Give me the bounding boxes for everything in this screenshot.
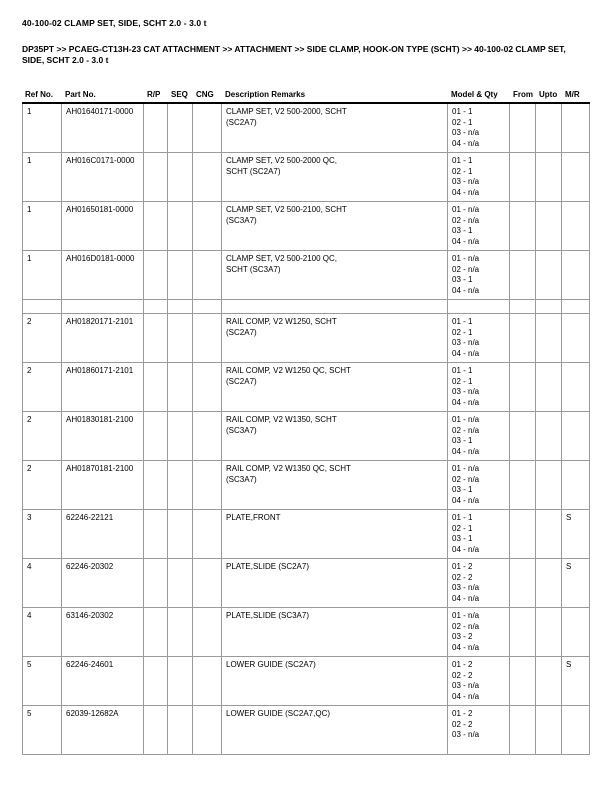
- cell-cng: [193, 559, 222, 607]
- cell-seq: [168, 412, 193, 460]
- cell-mr: S: [562, 510, 590, 558]
- table-row: [22, 363, 590, 412]
- cell-cng: [193, 412, 222, 460]
- cell-line: 01 - 2: [452, 660, 473, 669]
- cell-part-no: 63146-20302: [62, 608, 144, 656]
- cell-model-qty: [448, 314, 510, 362]
- cell-ref-no: 1: [22, 251, 62, 299]
- cell-cng: [193, 104, 222, 152]
- cell-seq: [168, 314, 193, 362]
- cell-line: 03 - 2: [452, 632, 473, 641]
- cell-mr: [562, 251, 590, 299]
- column-header-upto: Upto: [539, 90, 558, 99]
- cell-ref-no: 1: [22, 104, 62, 152]
- cell-from: [510, 657, 536, 705]
- cell-description: [222, 412, 448, 460]
- cell-ref-no: 1: [22, 153, 62, 201]
- cell-line: 02 - 1: [452, 327, 473, 337]
- cell-mr: [562, 608, 590, 656]
- cell-line: 04 - n/a: [452, 593, 480, 603]
- table-header-row: [22, 90, 590, 104]
- cell-rp: [144, 510, 168, 558]
- cell-line: 04 - n/a: [452, 285, 480, 295]
- cell-model-qty: [448, 510, 510, 558]
- cell-upto: [536, 461, 562, 509]
- cell-line: (SC3A7): [226, 474, 257, 484]
- cell-line: 01 - 1: [452, 513, 473, 522]
- cell-from: [510, 608, 536, 656]
- column-header-seq: SEQ: [171, 90, 188, 99]
- cell-rp: [144, 657, 168, 705]
- cell-line: PLATE,FRONT: [226, 513, 281, 522]
- cell-from: [510, 461, 536, 509]
- cell-line: RAIL COMP, V2 W1250, SCHT: [226, 317, 337, 326]
- table-row: [22, 608, 590, 657]
- cell-seq: [168, 559, 193, 607]
- cell-upto: [536, 300, 562, 313]
- cell-mr: [562, 314, 590, 362]
- cell-mr: [562, 412, 590, 460]
- cell-rp: [144, 104, 168, 152]
- cell-mr: [562, 706, 590, 754]
- cell-model-qty: [448, 202, 510, 250]
- cell-description: [222, 300, 448, 313]
- cell-mr: S: [562, 559, 590, 607]
- cell-rp: [144, 412, 168, 460]
- column-header-mr: M/R: [565, 90, 580, 99]
- column-header-rp: R/P: [147, 90, 161, 99]
- cell-line: (SC2A7): [226, 117, 257, 127]
- cell-model-qty: [448, 559, 510, 607]
- cell-line: 03 - n/a: [452, 681, 480, 690]
- cell-rp: [144, 251, 168, 299]
- cell-from: [510, 363, 536, 411]
- cell-line: (SC2A7): [226, 376, 257, 386]
- cell-description: [222, 251, 448, 299]
- cell-model-qty: [448, 706, 510, 754]
- cell-cng: [193, 706, 222, 754]
- cell-line: 04 - n/a: [452, 187, 480, 197]
- cell-rp: [144, 461, 168, 509]
- cell-upto: [536, 363, 562, 411]
- cell-upto: [536, 608, 562, 656]
- cell-upto: [536, 657, 562, 705]
- column-header-part-no: Part No.: [65, 90, 96, 99]
- cell-ref-no: 5: [22, 657, 62, 705]
- cell-ref-no: 3: [22, 510, 62, 558]
- cell-cng: [193, 314, 222, 362]
- cell-upto: [536, 153, 562, 201]
- cell-line: 02 - 2: [452, 670, 473, 680]
- cell-rp: [144, 608, 168, 656]
- cell-model-qty: [448, 412, 510, 460]
- table-row: [22, 412, 590, 461]
- cell-line: 01 - 1: [452, 366, 473, 375]
- cell-seq: [168, 251, 193, 299]
- cell-ref-no: 1: [22, 202, 62, 250]
- cell-line: 03 - 1: [452, 534, 473, 543]
- cell-seq: [168, 363, 193, 411]
- cell-upto: [536, 706, 562, 754]
- table-row: [22, 706, 590, 755]
- cell-cng: [193, 300, 222, 313]
- cell-ref-no: 4: [22, 608, 62, 656]
- cell-upto: [536, 202, 562, 250]
- cell-line: RAIL COMP, V2 W1250 QC, SCHT: [226, 366, 351, 375]
- cell-line: 03 - n/a: [452, 338, 480, 347]
- cell-line: 01 - 1: [452, 317, 473, 326]
- cell-rp: [144, 706, 168, 754]
- cell-line: SCHT (SC2A7): [226, 166, 281, 176]
- cell-line: 01 - n/a: [452, 254, 480, 263]
- cell-part-no: AH01820171-2101: [62, 314, 144, 362]
- cell-line: 03 - 1: [452, 485, 473, 494]
- cell-seq: [168, 300, 193, 313]
- cell-line: 02 - n/a: [452, 474, 480, 484]
- cell-line: 02 - n/a: [452, 264, 480, 274]
- parts-table: [22, 90, 590, 755]
- cell-line: CLAMP SET, V2 500-2100, SCHT: [226, 205, 347, 214]
- cell-description: [222, 104, 448, 152]
- cell-line: 01 - 2: [452, 709, 473, 718]
- cell-mr: S: [562, 657, 590, 705]
- cell-upto: [536, 510, 562, 558]
- cell-from: [510, 314, 536, 362]
- group-spacer-row: [22, 300, 590, 314]
- cell-from: [510, 104, 536, 152]
- cell-description: [222, 657, 448, 705]
- table-body: [22, 104, 590, 755]
- table-row: [22, 510, 590, 559]
- cell-from: [510, 559, 536, 607]
- cell-cng: [193, 153, 222, 201]
- cell-rp: [144, 300, 168, 313]
- cell-line: 04 - n/a: [452, 397, 480, 407]
- cell-ref-no: 2: [22, 412, 62, 460]
- cell-line: 02 - 1: [452, 166, 473, 176]
- cell-cng: [193, 608, 222, 656]
- page-title: 40-100-02 CLAMP SET, SIDE, SCHT 2.0 - 3.0 t: [22, 18, 207, 28]
- cell-line: CLAMP SET, V2 500-2000, SCHT: [226, 107, 347, 116]
- cell-line: 01 - n/a: [452, 205, 480, 214]
- cell-upto: [536, 251, 562, 299]
- cell-description: [222, 510, 448, 558]
- breadcrumb: DP35PT >> PCAEG-CT13H-23 CAT ATTACHMENT >> ATTACHMENT >> SIDE CLAMP, HOOK-ON TYPE (SCHT) >> 40-100-02 CLAMP SET, SIDE, SCHT 2.0 - 3.0 t: [22, 44, 566, 65]
- cell-rp: [144, 153, 168, 201]
- cell-upto: [536, 104, 562, 152]
- cell-seq: [168, 608, 193, 656]
- cell-line: 02 - 1: [452, 376, 473, 386]
- cell-line: 03 - 1: [452, 226, 473, 235]
- cell-upto: [536, 314, 562, 362]
- cell-seq: [168, 202, 193, 250]
- cell-line: 02 - n/a: [452, 425, 480, 435]
- cell-mr: [562, 363, 590, 411]
- cell-cng: [193, 363, 222, 411]
- cell-line: 02 - 2: [452, 719, 473, 729]
- cell-model-qty: [448, 104, 510, 152]
- cell-description: [222, 153, 448, 201]
- cell-ref-no: 4: [22, 559, 62, 607]
- cell-line: (SC3A7): [226, 215, 257, 225]
- cell-description: [222, 559, 448, 607]
- cell-line: RAIL COMP, V2 W1350 QC, SCHT: [226, 464, 351, 473]
- cell-part-no: 62039-12682A: [62, 706, 144, 754]
- cell-line: 01 - n/a: [452, 611, 480, 620]
- cell-line: LOWER GUIDE (SC2A7,QC): [226, 709, 331, 718]
- cell-line: 02 - n/a: [452, 215, 480, 225]
- cell-line: CLAMP SET, V2 500-2100 QC,: [226, 254, 338, 263]
- cell-part-no: AH01870181-2100: [62, 461, 144, 509]
- cell-line: 02 - 1: [452, 117, 473, 127]
- cell-line: 03 - n/a: [452, 128, 480, 137]
- column-header-model-qty: Model & Qty: [451, 90, 498, 99]
- cell-description: [222, 314, 448, 362]
- cell-upto: [536, 559, 562, 607]
- cell-part-no: 62246-22121: [62, 510, 144, 558]
- cell-seq: [168, 510, 193, 558]
- cell-part-no: AH016C0171-0000: [62, 153, 144, 201]
- cell-cng: [193, 202, 222, 250]
- cell-from: [510, 510, 536, 558]
- cell-description: [222, 363, 448, 411]
- table-row: [22, 314, 590, 363]
- cell-from: [510, 412, 536, 460]
- cell-ref-no: 2: [22, 461, 62, 509]
- cell-model-qty: [448, 153, 510, 201]
- cell-rp: [144, 202, 168, 250]
- cell-line: PLATE,SLIDE (SC3A7): [226, 611, 309, 620]
- cell-description: [222, 202, 448, 250]
- cell-model-qty: [448, 251, 510, 299]
- cell-part-no: AH01650181-0000: [62, 202, 144, 250]
- cell-line: 01 - 1: [452, 156, 473, 165]
- cell-line: LOWER GUIDE (SC2A7): [226, 660, 316, 669]
- cell-seq: [168, 461, 193, 509]
- cell-mr: [562, 300, 590, 313]
- cell-part-no: 62246-24601: [62, 657, 144, 705]
- cell-line: 01 - 2: [452, 562, 473, 571]
- cell-line: 03 - n/a: [452, 177, 480, 186]
- cell-part-no: AH016D0181-0000: [62, 251, 144, 299]
- cell-rp: [144, 314, 168, 362]
- cell-description: [222, 706, 448, 754]
- cell-model-qty: [448, 300, 510, 313]
- cell-part-no: AH01640171-0000: [62, 104, 144, 152]
- cell-line: 04 - n/a: [452, 691, 480, 701]
- cell-from: [510, 706, 536, 754]
- cell-ref-no: 2: [22, 363, 62, 411]
- cell-line: 04 - n/a: [452, 495, 480, 505]
- cell-line: 02 - n/a: [452, 621, 480, 631]
- cell-line: 03 - 1: [452, 436, 473, 445]
- cell-line: 04 - n/a: [452, 236, 480, 246]
- cell-model-qty: [448, 461, 510, 509]
- cell-line: 02 - 1: [452, 523, 473, 533]
- cell-model-qty: [448, 608, 510, 656]
- cell-line: 04 - n/a: [452, 348, 480, 358]
- cell-line: 03 - n/a: [452, 387, 480, 396]
- cell-from: [510, 202, 536, 250]
- table-row: [22, 202, 590, 251]
- cell-upto: [536, 412, 562, 460]
- cell-line: SCHT (SC3A7): [226, 264, 281, 274]
- cell-cng: [193, 657, 222, 705]
- cell-line: RAIL COMP, V2 W1350, SCHT: [226, 415, 337, 424]
- cell-mr: [562, 153, 590, 201]
- cell-from: [510, 153, 536, 201]
- cell-from: [510, 251, 536, 299]
- cell-line: 03 - n/a: [452, 583, 480, 592]
- column-header-ref-no: Ref No.: [25, 90, 53, 99]
- cell-from: [510, 300, 536, 313]
- cell-description: [222, 461, 448, 509]
- cell-line: 03 - n/a: [452, 730, 480, 739]
- column-header-description-remarks: Description Remarks: [225, 90, 306, 99]
- cell-line: (SC2A7): [226, 327, 257, 337]
- cell-part-no: AH01830181-2100: [62, 412, 144, 460]
- cell-line: 01 - 1: [452, 107, 473, 116]
- table-row: [22, 104, 590, 153]
- cell-description: [222, 608, 448, 656]
- cell-line: 04 - n/a: [452, 138, 480, 148]
- cell-model-qty: [448, 657, 510, 705]
- table-row: [22, 153, 590, 202]
- column-header-cng: CNG: [196, 90, 214, 99]
- cell-line: 01 - n/a: [452, 464, 480, 473]
- cell-cng: [193, 510, 222, 558]
- cell-cng: [193, 251, 222, 299]
- cell-seq: [168, 104, 193, 152]
- cell-line: 03 - 1: [452, 275, 473, 284]
- column-header-from: From: [513, 90, 533, 99]
- table-row: [22, 251, 590, 300]
- cell-mr: [562, 104, 590, 152]
- cell-seq: [168, 153, 193, 201]
- cell-cng: [193, 461, 222, 509]
- cell-part-no: [62, 300, 144, 313]
- cell-part-no: AH01860171-2101: [62, 363, 144, 411]
- table-row: [22, 461, 590, 510]
- cell-seq: [168, 706, 193, 754]
- cell-line: PLATE,SLIDE (SC2A7): [226, 562, 309, 571]
- cell-mr: [562, 461, 590, 509]
- cell-ref-no: 2: [22, 314, 62, 362]
- cell-line: (SC3A7): [226, 425, 257, 435]
- cell-mr: [562, 202, 590, 250]
- cell-ref-no: [22, 300, 62, 313]
- cell-ref-no: 5: [22, 706, 62, 754]
- cell-part-no: 62246-20302: [62, 559, 144, 607]
- cell-line: 04 - n/a: [452, 544, 480, 554]
- cell-line: 02 - 2: [452, 572, 473, 582]
- cell-line: 04 - n/a: [452, 642, 480, 652]
- cell-seq: [168, 657, 193, 705]
- table-row: [22, 657, 590, 706]
- table-row: [22, 559, 590, 608]
- cell-rp: [144, 363, 168, 411]
- cell-line: 01 - n/a: [452, 415, 480, 424]
- cell-line: CLAMP SET, V2 500-2000 QC,: [226, 156, 338, 165]
- cell-rp: [144, 559, 168, 607]
- cell-line: 04 - n/a: [452, 446, 480, 456]
- cell-model-qty: [448, 363, 510, 411]
